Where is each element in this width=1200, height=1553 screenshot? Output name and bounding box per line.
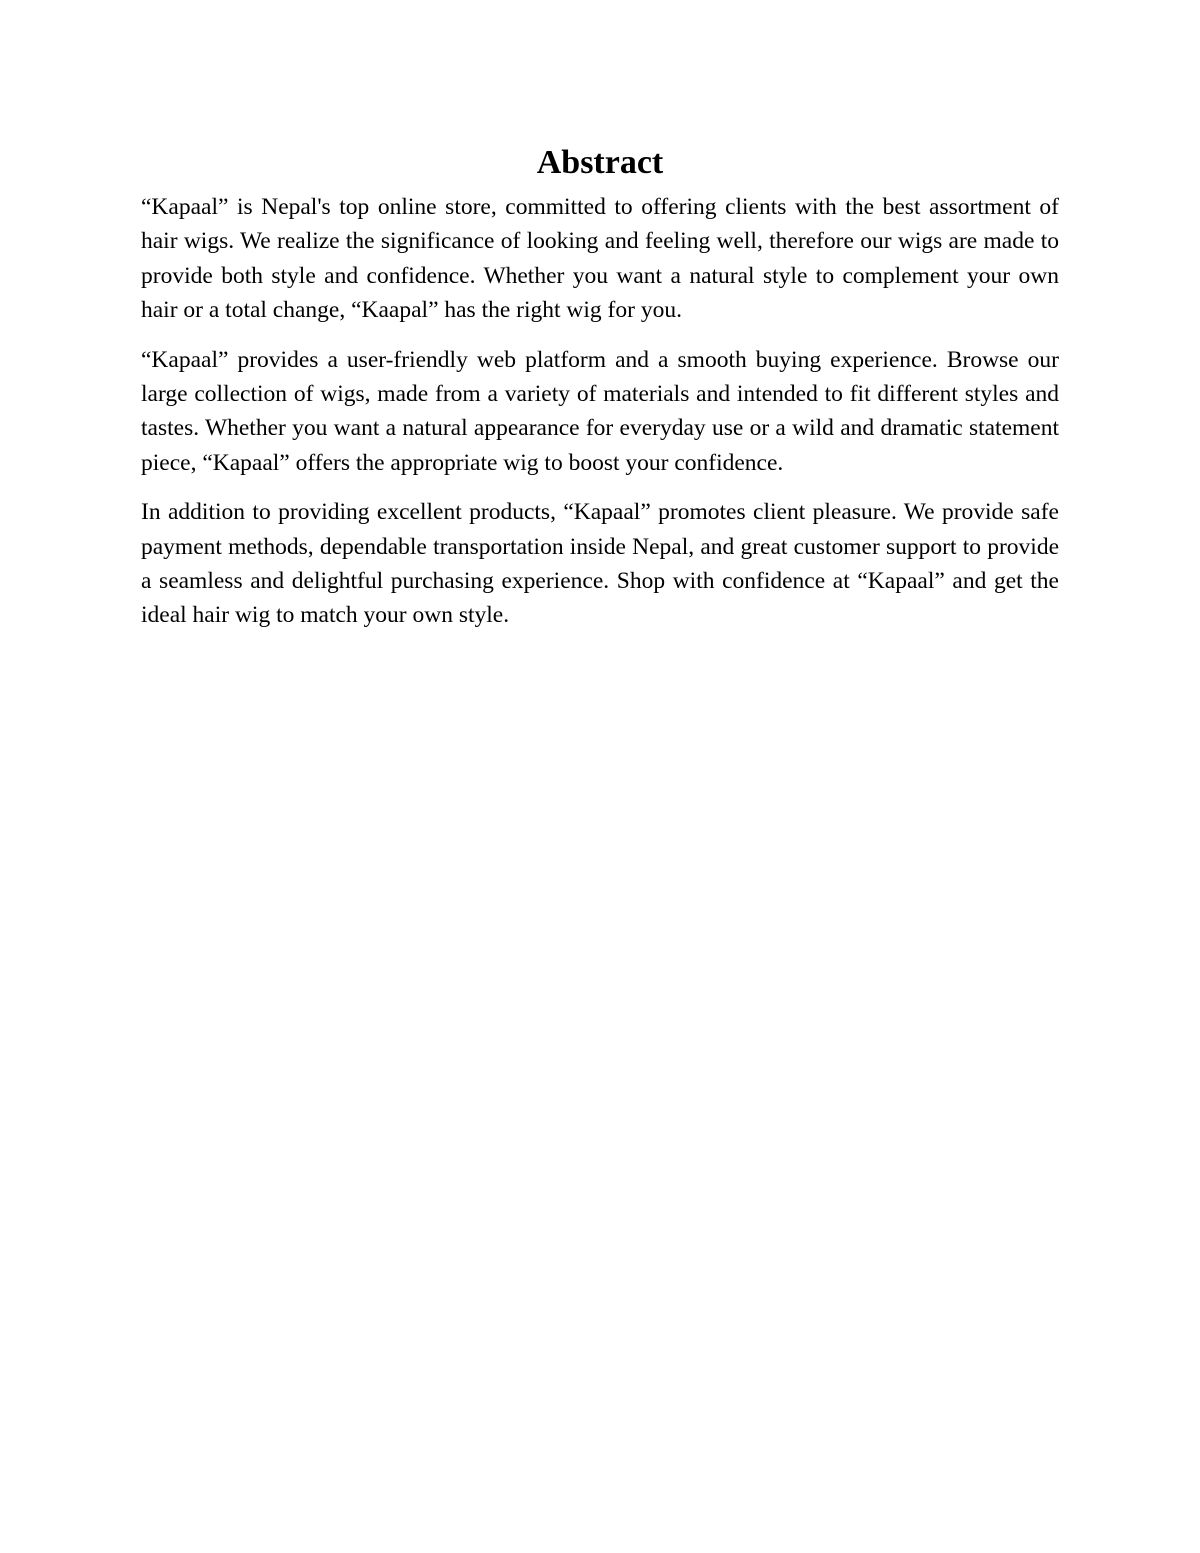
abstract-paragraph-3: In addition to providing excellent products, “Kapaal” promotes client pleasure. We provide safe payment methods, dependable transportation inside Nepal, and great customer support to provide a seamless and delightful purchasing experience. Shop with confidence at “Kapaal” and get the ideal hair wig to match your own style. <box>141 499 1059 629</box>
page-title: Abstract <box>536 144 664 181</box>
abstract-section <box>141 140 1059 648</box>
abstract-paragraph-2: “Kapaal” provides a user-friendly web platform and a smooth buying experience. Browse our large collection of wigs, made from a variety of materials and intended to fit different styles and tastes. Whether you want a natural appearance for everyday use or a wild and dramatic statement piece, “Kapaal” offers the appropriate wig to boost your confidence. <box>141 346 1059 476</box>
abstract-paragraph-1: “Kapaal” is Nepal's top online store, committed to offering clients with the best assortment of hair wigs. We realize the significance of looking and feeling well, therefore our wigs are made to provide both style and confidence. Whether you want a natural style to complement your own hair or a total change, “Kaapal” has the right wig for you. <box>141 194 1059 324</box>
